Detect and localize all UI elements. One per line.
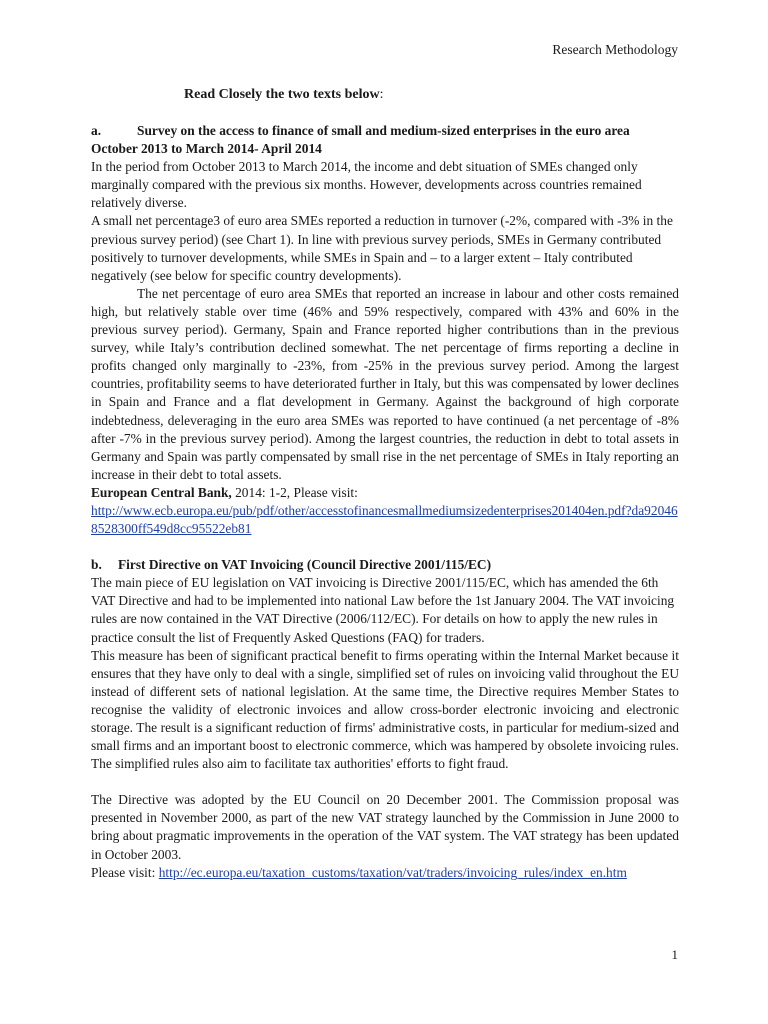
section-b-visit xyxy=(91,864,679,882)
section-a-paragraph-1: In the period from October 2013 to March 2014, the income and debt situation of SMEs changed only marginally compared with the previous six months. However, developments across countries remained relatively diverse. xyxy=(91,159,642,211)
section-a-title-line2: October 2013 to March 2014- April 2014 xyxy=(91,141,322,157)
instruction-text: Read Closely the two texts below xyxy=(184,87,380,102)
section-a-heading xyxy=(91,122,679,140)
visit-label: Please visit: xyxy=(91,864,159,880)
source-name: European Central Bank, xyxy=(91,484,232,500)
running-header: Research Methodology xyxy=(552,42,678,57)
section-b-letter: b. xyxy=(91,557,102,573)
section-a-source xyxy=(91,484,679,502)
ecb-link[interactable]: http://www.ecb.europa.eu/pub/pdf/other/accesstofinancesmallmediumsizedenterprises201404en.pdf?da920468528300ff549d8cc95522eb81 xyxy=(91,502,678,537)
section-a-paragraph-3: The net percentage of euro area SMEs that reported an increase in labour and other costs remained high, but relatively stable over time (46% and 59% respectively, compared with 43% and 60% in the previous survey period). Germany, Spain and France reported higher contributions than in the previous survey, while Italy’s contribution declined somewhat. The net percentage of firms reporting a decline in profits changed only marginally to -23%, from -25% in the previous survey period. Among the largest countries, profitability seems to have deteriorated further in Italy, but this was compensated by lower declines in Spain and France and a flat development in Germany. Against the background of high corporate indebtedness, deleveraging in the euro area SMEs was reported to have continued (a net percentage of -8% after -7% in the previous survey period). Among the largest countries, the reduction in debt to total assets in Germany and Spain was partly compensated by small rise in the net percentage of SMEs in Italy reporting an increase in their debt to total assets. xyxy=(91,285,679,482)
document-body xyxy=(91,122,679,882)
section-a-paragraph-2: A small net percentage3 of euro area SMEs reported a reduction in turnover (-2%, compared with -3% in the previous survey period) (see Chart 1). In line with previous survey periods, SMEs in Germany contributed positively to turnover developments, while SMEs in Spain and – to a larger extent – Italy contributed negatively (see below for specific country developments). xyxy=(91,213,673,283)
source-citation: 2014: 1-2, Please visit: xyxy=(231,484,358,500)
vat-invoicing-link[interactable]: http://ec.europa.eu/taxation_customs/taxation/vat/traders/invoicing_rules/index_en.htm xyxy=(158,864,627,880)
section-b-title: First Directive on VAT Invoicing (Council Directive 2001/115/EC) xyxy=(118,557,492,573)
section-b-paragraph-1: The main piece of EU legislation on VAT invoicing is Directive 2001/115/EC, which has amended the 6th VAT Directive and had to be implemented into national Law before the 1st January 2004. The VAT invoicing rules are now contained in the VAT Directive (2006/112/EC). For details on how to apply the new rules in practice consult the list of Frequently Asked Questions (FAQ) for traders. xyxy=(91,575,675,645)
instruction-heading xyxy=(184,86,383,104)
section-b-paragraph-2: This measure has been of significant practical benefit to firms operating within the Internal Market because it ensures that they have only to deal with a single, simplified set of rules on invoicing valid throughout the EU instead of different sets of national legislation. At the same time, the Directive requires Member States to recognise the validity of electronic invoices and allow cross-border electronic invoicing and electronic storage. The result is a significant reduction of firms' administrative costs, in particular for medium-sized and small firms and an important boost to electronic commerce, which was hampered by obsolete invoicing rules. The simplified rules also aim to facilitate tax authorities' efforts to fight fraud. xyxy=(91,647,679,772)
section-b-paragraph-3: The Directive was adopted by the EU Council on 20 December 2001. The Commission proposal was presented in November 2000, as part of the new VAT strategy launched by the Commission in June 2000 to bring about pragmatic improvements in the operation of the VAT system. The VAT strategy has been updated in October 2003. xyxy=(91,792,679,862)
section-a-title-line1: Survey on the access to finance of small and medium-sized enterprises in the euro area xyxy=(137,123,630,138)
section-a-letter: a. xyxy=(91,123,102,138)
instruction-colon: : xyxy=(379,87,384,102)
section-b-heading xyxy=(91,556,679,574)
page-number: 1 xyxy=(671,947,678,962)
